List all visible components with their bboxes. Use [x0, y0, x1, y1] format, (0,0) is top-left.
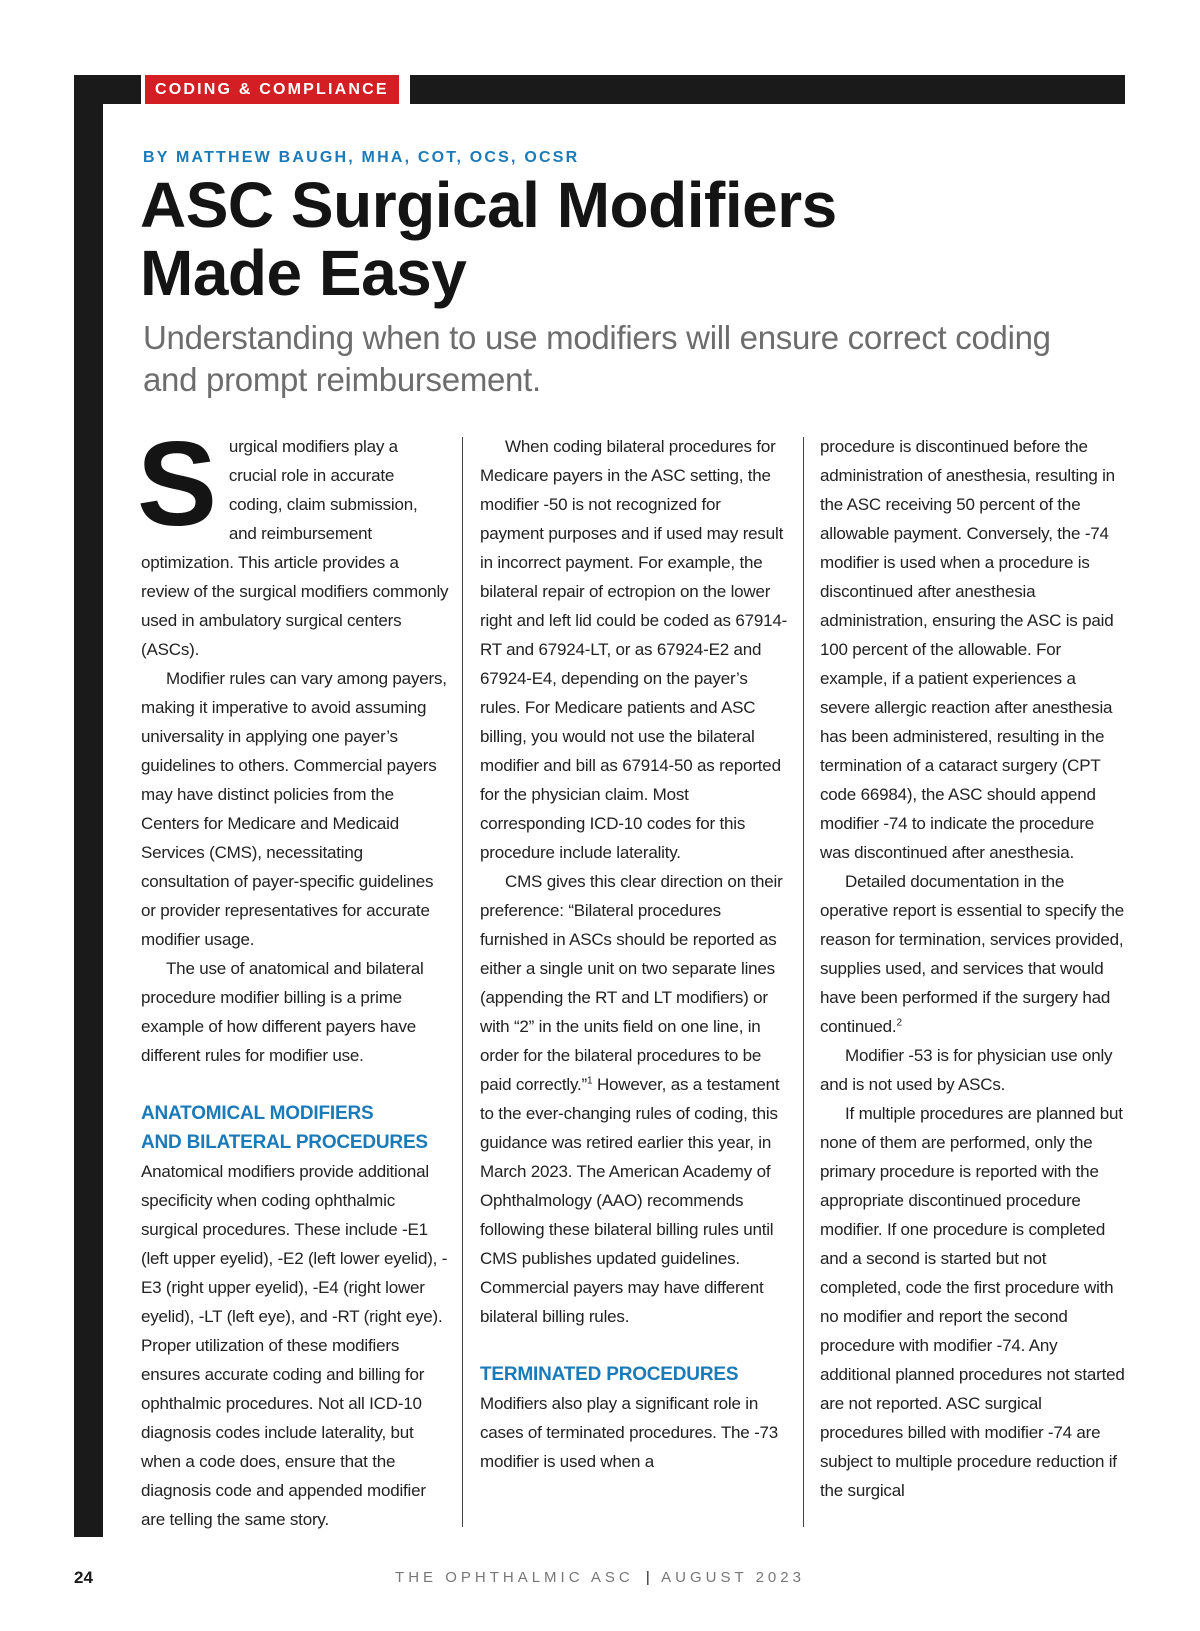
- column-rule-2: [803, 437, 804, 1527]
- headline: [140, 171, 1100, 307]
- subhead: Understanding when to use modifiers will ensure correct coding and prompt reimbursement.: [143, 319, 1051, 398]
- page-number: 24: [74, 1568, 93, 1587]
- article-column-1: [137, 417, 449, 1534]
- quote-followup: However, as a testament to the ever-changing rules of coding, this guidance was retired earlier this year, in March 2023. The American Academy of Ophthalmology (AAO) recommends following these bilateral billing rules until CMS publishes updated guidelines. Commercial payers may have different bilateral billing rules.: [480, 1075, 780, 1326]
- frame-left-bar: [74, 75, 103, 1537]
- headline-line-2: Made Easy: [140, 237, 467, 309]
- publication-name: THE OPHTHALMIC ASC: [395, 1569, 634, 1586]
- paragraph: Anatomical modifiers provide additional specificity when coding ophthalmic surgical procedures. These include -E1 (left upper eyelid), -E2 (left lower eyelid), -E3 (right upper eyelid), -E4 (right lower eyelid), -LT (left eye), and -RT (right eye). Proper utilization of these modifiers ensures accurate coding and billing for ophthalmic procedures. Not all ICD-10 diagnosis codes include laterality, but when a code does, ensure that the diagnosis code and appended modifier are telling the same story.: [141, 1162, 448, 1529]
- spacer: [480, 1331, 788, 1360]
- paragraph-documentation: [820, 867, 1128, 1041]
- paragraph: Modifiers also play a significant role in cases of terminated procedures. The -73 modifier is used when a: [480, 1394, 779, 1471]
- section-heading-terminated: TERMINATED PROCEDURES: [480, 1364, 739, 1385]
- article-column-3: [820, 432, 1128, 1505]
- section-heading-line: ANATOMICAL MODIFIERS: [141, 1103, 374, 1124]
- paragraph: If multiple procedures are planned but none of them are performed, only the primary procedure is reported with the appropriate discontinued procedure modifier. If one procedure is completed and a second is started but not completed, code the first procedure with no modifier and report the second procedure with modifier -74. Any additional planned procedures not started are not reported. ASC surgical procedures billed with modifier -74 are subject to multiple procedure reduction if the surgical: [820, 1104, 1125, 1500]
- paragraph-intro-text: urgical modifiers play a crucial role in accurate coding, claim submission, and reimbursement optimization. This article provides a review of the surgical modifiers commonly used in ambulatory surgical centers (ASCs).: [141, 437, 449, 659]
- section-tag: CODING & COMPLIANCE: [141, 75, 410, 104]
- column-rule-1: [462, 437, 463, 1527]
- section-heading-anatomical: [141, 1099, 449, 1157]
- paragraph-intro: [137, 417, 449, 664]
- footer-publication: [0, 1569, 1200, 1586]
- paragraph: Modifier -53 is for physician use only and is not used by ASCs.: [820, 1046, 1113, 1094]
- paragraph: Modifier rules can vary among payers, making it imperative to avoid assuming universality in applying one payer’s guidelines to others. Commercial payers may have distinct policies from the Centers for Medicare and Medicaid Services (CMS), necessitating consultation of payer-specific guidelines or provider representatives for accurate modifier usage.: [141, 669, 447, 949]
- paragraph: procedure is discontinued before the administration of anesthesia, resulting in the ASC receiving 50 percent of the allowable payment. Conversely, the -74 modifier is used when a procedure is discontinued after anesthesia administration, ensuring the ASC is paid 100 percent of the allowable. For example, if a patient experiences a severe allergic reaction after anesthesia has been administered, resulting in the termination of a cataract surgery (CPT code 66984), the ASC should append modifier -74 to indicate the procedure was discontinued after anesthesia.: [820, 437, 1115, 862]
- footer-separator: |: [645, 1569, 650, 1586]
- paragraph: The use of anatomical and bilateral procedure modifier billing is a prime example of how different payers have different rules for modifier use.: [141, 959, 424, 1065]
- issue-date: AUGUST 2023: [661, 1569, 805, 1586]
- section-heading-line: AND BILATERAL PROCEDURES: [141, 1132, 428, 1153]
- paragraph-text: Detailed documentation in the operative report is essential to specify the reason for termination, services provided, supplies used, and services that would have been performed if the surgery had continued.: [820, 872, 1124, 1036]
- spacer: [141, 1070, 449, 1099]
- quote-text: CMS gives this clear direction on their preference: “Bilateral procedures furnished in ASCs should be reported as either a single unit on two separate lines (appending the RT and LT modifiers) or with “2” in the units field on one line, in order for the bilateral procedures to be paid correctly.”: [480, 872, 783, 1094]
- footnote-ref: 2: [896, 1017, 902, 1029]
- article-column-2: [480, 432, 788, 1476]
- footnote-ref: 1: [587, 1075, 593, 1087]
- byline: BY MATTHEW BAUGH, MHA, COT, OCS, OCSR: [143, 149, 580, 166]
- paragraph-quote: [480, 867, 788, 1331]
- paragraph: When coding bilateral procedures for Medicare payers in the ASC setting, the modifier -50 is not recognized for payment purposes and if used may result in incorrect payment. For example, the bilateral repair of ectropion on the lower right and left lid could be coded as 67914-RT and 67924-LT, or as 67924-E2 and 67924-E4, depending on the payer’s rules. For Medicare patients and ASC billing, you would not use the bilateral modifier and bill as 67914-50 as reported for the physician claim. Most corresponding ICD-10 codes for this procedure include laterality.: [480, 437, 788, 862]
- drop-cap: S: [137, 417, 217, 551]
- headline-line-1: ASC Surgical Modifiers: [140, 169, 837, 241]
